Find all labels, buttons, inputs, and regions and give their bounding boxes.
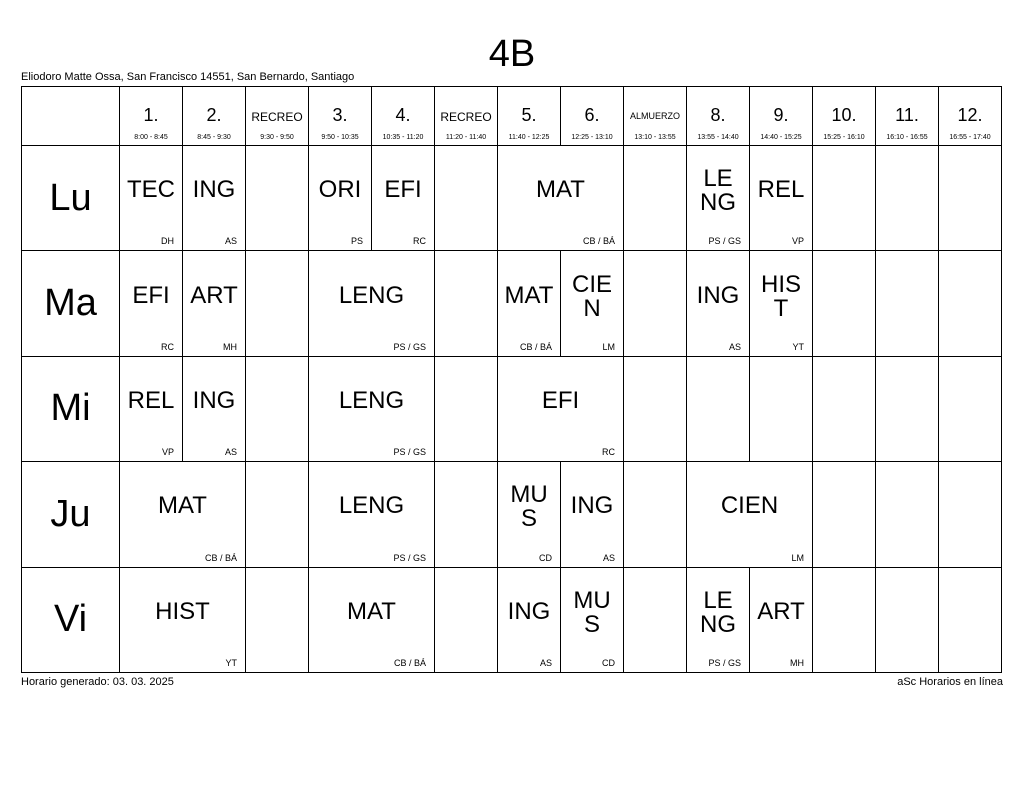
lesson-teacher: CB / BÁ [582,236,615,247]
period-label: 4. [395,105,411,125]
lesson-teacher: VP [161,447,174,458]
period-header [497,86,561,146]
lesson-cell[interactable] [308,145,372,251]
lesson-subject [183,357,245,445]
period-label: 5. [521,105,537,125]
empty-cell [245,461,309,567]
period-label: RECREO [251,110,303,124]
empty-cell [434,567,498,673]
lesson-cell[interactable] [119,145,183,251]
empty-cell [875,567,939,673]
lesson-cell[interactable] [686,250,750,356]
lesson-teacher: LM [791,552,804,563]
lesson-teacher: MH [790,657,804,668]
empty-cell [938,145,1002,251]
period-label: 2. [206,105,222,125]
lesson-subject [309,251,434,339]
lesson-subject-text: LENG [700,586,736,638]
empty-cell [245,145,309,251]
lesson-cell[interactable] [119,356,183,462]
empty-cell [749,356,813,462]
lesson-subject [687,568,749,656]
empty-cell [434,356,498,462]
empty-cell [623,145,687,251]
empty-cell [938,567,1002,673]
lesson-subject [309,462,434,550]
empty-cell [245,356,309,462]
lesson-teacher: AS [602,552,615,563]
period-label: 8. [710,105,726,125]
lesson-cell[interactable] [497,145,624,251]
period-label: 9. [773,105,789,125]
lesson-subject-text: ING [570,492,614,520]
period-time: 10:35 - 11:20 [382,134,424,141]
lesson-teacher: CB / BÁ [204,552,237,563]
lesson-teacher: RC [161,341,174,352]
lesson-subject [183,251,245,339]
lesson-subject [687,251,749,339]
lesson-subject [372,146,434,234]
lesson-teacher: MH [223,341,237,352]
lesson-subject-text: MUS [510,481,548,533]
lesson-subject [498,462,560,550]
lesson-teacher: RC [413,236,426,247]
period-label: 12. [957,105,983,125]
lesson-cell[interactable] [497,356,624,462]
day-label: Lu [21,145,120,251]
period-header [560,86,624,146]
period-time: 11:20 - 11:40 [445,134,487,141]
lesson-teacher: CD [602,657,615,668]
lesson-subject-text: MAT [347,597,396,625]
day-label: Ju [21,461,120,567]
empty-cell [938,250,1002,356]
period-header [749,86,813,146]
lesson-subject-text: EFI [541,386,580,414]
empty-cell [875,461,939,567]
lesson-teacher: PS / GS [393,341,426,352]
lesson-cell[interactable] [686,461,813,567]
day-label: Vi [21,567,120,673]
empty-cell [623,461,687,567]
period-time: 9:50 - 10:35 [321,134,359,141]
lesson-cell[interactable] [119,567,246,673]
period-header [371,86,435,146]
lesson-subject [309,357,434,445]
lesson-subject [183,146,245,234]
lesson-subject [120,568,245,656]
period-label: RECREO [440,110,492,124]
lesson-teacher: PS / GS [393,552,426,563]
period-label: 3. [332,105,348,125]
period-time: 13:55 - 14:40 [697,134,739,141]
period-header [308,86,372,146]
lesson-cell[interactable] [686,145,750,251]
empty-cell [812,250,876,356]
period-time: 8:45 - 9:30 [197,134,231,141]
empty-cell [812,567,876,673]
lesson-cell[interactable] [308,250,435,356]
lesson-subject-text: CIEN [720,492,779,520]
lesson-subject-text: LENG [338,281,405,309]
empty-cell [812,145,876,251]
period-header [686,86,750,146]
lesson-subject-text: ING [192,176,236,204]
empty-cell [623,567,687,673]
lesson-subject [309,568,434,656]
lesson-subject-text: REL [127,386,175,414]
period-label: 6. [584,105,600,125]
empty-cell [245,567,309,673]
lesson-subject [120,357,182,445]
lesson-subject-text: HIST [760,270,801,322]
lesson-subject [687,146,749,234]
period-header [938,86,1002,146]
period-time: 11:40 - 12:25 [508,134,550,141]
lesson-cell[interactable] [308,461,435,567]
lesson-subject [120,146,182,234]
lesson-cell[interactable] [119,461,246,567]
period-time: 15:25 - 16:10 [823,134,865,141]
lesson-subject-text: MAT [158,492,207,520]
lesson-cell[interactable] [749,250,813,356]
school-address: Eliodoro Matte Ossa, San Francisco 14551, San Bernardo, Santiago [21,71,355,83]
empty-cell [245,250,309,356]
period-label: 1. [143,105,159,125]
period-time: 8:00 - 8:45 [134,134,168,141]
lesson-cell[interactable] [182,145,246,251]
lesson-subject [498,146,623,234]
lesson-teacher: PS [350,236,363,247]
period-label: ALMUERZO [629,111,680,121]
lesson-cell[interactable] [308,356,435,462]
lesson-subject-text: LENG [338,492,405,520]
empty-cell [686,356,750,462]
empty-cell [434,250,498,356]
lesson-subject [561,251,623,339]
period-header [812,86,876,146]
lesson-subject [750,146,812,234]
lesson-subject [498,251,560,339]
lesson-subject-text: EFI [384,176,422,204]
lesson-teacher: LM [602,341,615,352]
lesson-subject-text: ING [507,597,551,625]
lesson-teacher: VP [791,236,804,247]
lesson-subject-text: TEC [127,176,175,204]
lesson-cell[interactable] [560,461,624,567]
period-header [119,86,183,146]
lesson-teacher: AS [728,341,741,352]
lesson-subject-text: LENG [338,386,405,414]
lesson-subject-text: ART [190,281,238,309]
empty-cell [938,461,1002,567]
period-header [434,86,498,146]
lesson-subject [120,462,245,550]
lesson-cell[interactable] [497,567,561,673]
lesson-teacher: CD [539,552,552,563]
period-header [623,86,687,146]
lesson-subject [750,568,812,656]
period-header [245,86,309,146]
lesson-cell[interactable] [497,461,561,567]
lesson-cell[interactable] [182,250,246,356]
lesson-subject [561,462,623,550]
lesson-teacher: AS [539,657,552,668]
period-time: 13:10 - 13:55 [634,134,676,141]
lesson-cell[interactable] [182,356,246,462]
empty-cell [875,356,939,462]
lesson-subject [561,568,623,656]
period-time: 14:40 - 15:25 [760,134,802,141]
lesson-subject-text: EFI [132,281,170,309]
empty-cell [875,250,939,356]
empty-cell [623,356,687,462]
lesson-subject [498,357,623,445]
lesson-teacher: CB / BÁ [393,657,426,668]
lesson-cell[interactable] [497,250,561,356]
day-label: Ma [21,250,120,356]
empty-cell [875,145,939,251]
lesson-teacher: AS [224,236,237,247]
page-title: 4B [488,33,536,75]
empty-cell [812,461,876,567]
empty-cell [938,356,1002,462]
lesson-cell[interactable] [119,250,183,356]
empty-cell [812,356,876,462]
lesson-teacher: PS / GS [708,657,741,668]
lesson-teacher: RC [602,447,615,458]
lesson-teacher: DH [161,236,174,247]
lesson-subject-text: ART [757,597,805,625]
lesson-subject-text: ING [696,281,740,309]
lesson-cell[interactable] [749,145,813,251]
period-time: 9:30 - 9:50 [260,134,294,141]
generated-date: Horario generado: 03. 03. 2025 [21,676,174,688]
header-corner [21,86,120,146]
lesson-subject-text: MUS [573,586,611,638]
lesson-subject-text: MAT [504,281,554,309]
period-time: 16:55 - 17:40 [949,134,991,141]
lesson-subject [120,251,182,339]
lesson-subject [687,462,812,550]
lesson-teacher: AS [224,447,237,458]
lesson-cell[interactable] [749,567,813,673]
lesson-subject [309,146,371,234]
lesson-teacher: CB / BÁ [519,341,552,352]
empty-cell [434,145,498,251]
lesson-cell[interactable] [560,250,624,356]
period-time: 16:10 - 16:55 [886,134,928,141]
lesson-cell[interactable] [560,567,624,673]
day-label: Mi [21,356,120,462]
lesson-subject-text: CIEN [571,270,612,322]
lesson-subject [498,568,560,656]
lesson-cell[interactable] [371,145,435,251]
lesson-subject-text: HIST [155,597,210,625]
lesson-subject-text: ORI [318,176,362,204]
empty-cell [434,461,498,567]
empty-cell [623,250,687,356]
lesson-subject-text: MAT [536,176,585,204]
lesson-subject [750,251,812,339]
lesson-cell[interactable] [686,567,750,673]
lesson-subject-text: LENG [700,165,736,217]
lesson-subject-text: REL [757,176,805,204]
lesson-subject-text: ING [192,386,236,414]
period-header [182,86,246,146]
lesson-teacher: YT [225,657,237,668]
lesson-teacher: PS / GS [708,236,741,247]
period-label: 11. [895,105,919,125]
period-label: 10. [831,105,857,125]
lesson-teacher: PS / GS [393,447,426,458]
period-header [875,86,939,146]
lesson-teacher: YT [792,341,804,352]
lesson-cell[interactable] [308,567,435,673]
period-time: 12:25 - 13:10 [571,134,613,141]
brand-label: aSc Horarios en línea [897,676,1003,688]
